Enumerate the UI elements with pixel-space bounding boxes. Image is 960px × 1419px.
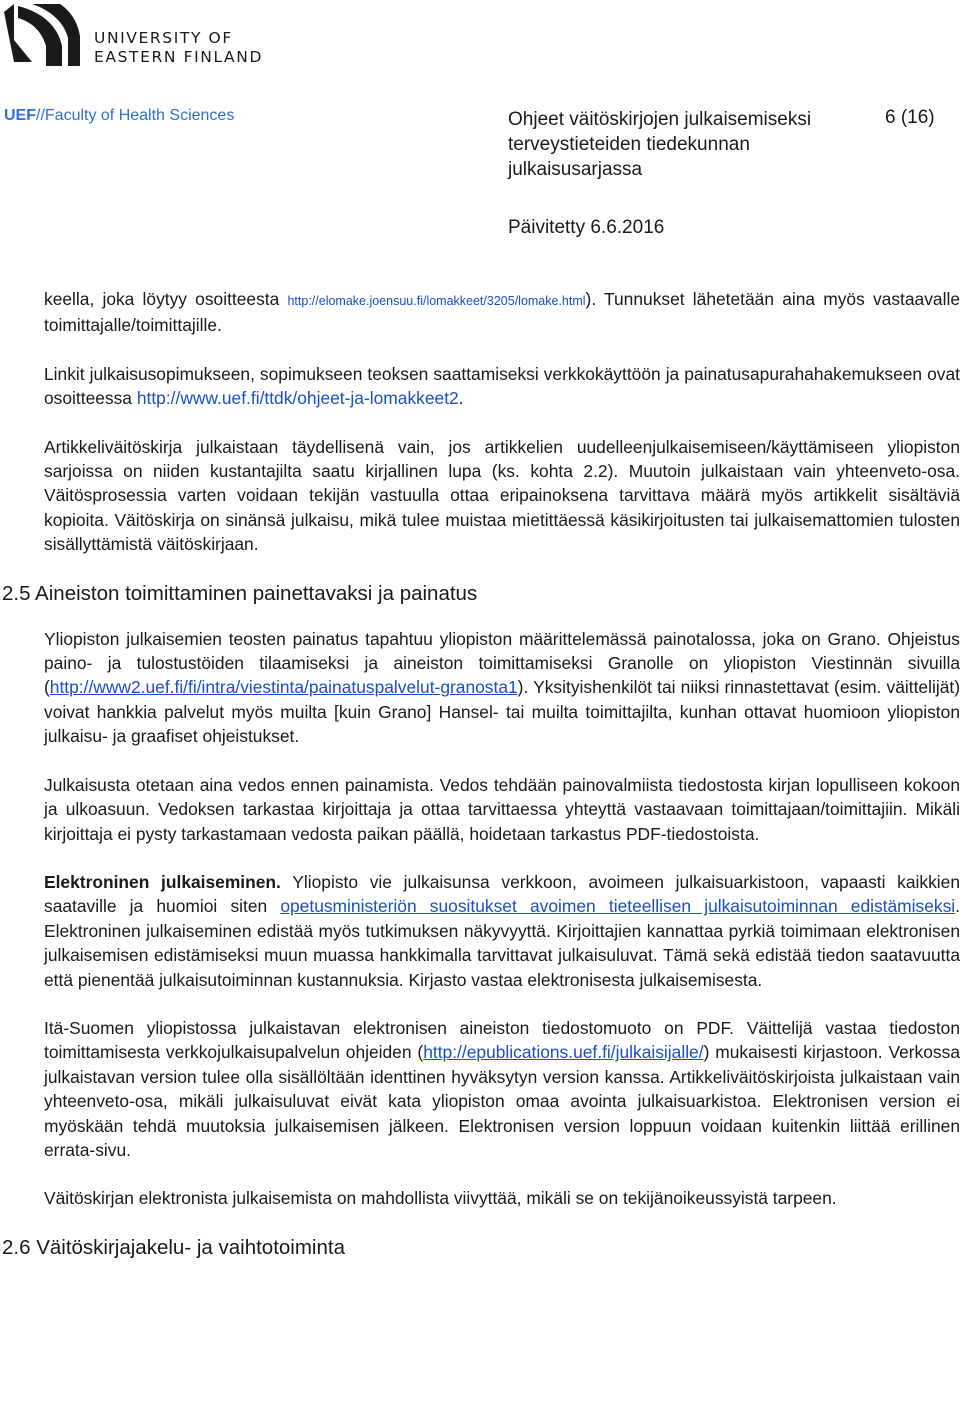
- paragraph-2: [44, 362, 960, 411]
- updated-date: Päivitetty 6.6.2016: [508, 217, 665, 238]
- paragraph-6: [44, 870, 960, 992]
- paragraph-8: Väitöskirjan elektronista julkaisemista on mahdollista viivyttää, mikäli se on tekijänoikeussyistä tarpeen.: [44, 1188, 837, 1209]
- elomake-link[interactable]: http://elomake.joensuu.fi/lomakkeet/3205/lomake.html: [287, 294, 586, 308]
- p7-text-b: ) mukaisesti kirjastoon. Verkossa julkaistavan version tulee olla sisällöltään identtinen hyväksytyn version kanssa. Artikkeliväitöskirjoista julkaistaan vain yhteenveto-osa, mikäli julkaisuluvat eivät kata yliopiston omaa avointa julkaisuarkistoa. Elektronisen version ei myöskään tehdä muutoksia julkaisemisen jälkeen. Elektronisen version loppuun voidaan kuitenkin liittää erillinen errata-sivu.: [44, 1042, 960, 1160]
- paragraph-4: [44, 627, 960, 749]
- page-number: 6 (16): [885, 107, 935, 128]
- section-heading-2-6: 2.6 Väitöskirjajakelu- ja vaihtotoiminta: [2, 1235, 345, 1259]
- p1-text-a: keella, joka löytyy osoitteesta: [44, 289, 288, 309]
- unit-separator: //: [36, 107, 45, 124]
- paragraph-5: Julkaisusta otetaan aina vedos ennen painamista. Vedos tehdään painovalmiista tiedostosta kirjan lopulliseen kokoon ja ulkoasuun. Vedoksen tarkastaa kirjoittaja ja ottaa tarvittaessa yhteyttä vastaavaan toimittajaan/toimittajiin. Mikäli kirjoittaja ei pysty tarkastamaan vedosta paikan päällä, hoidetaan tarkastus PDF-tiedostoista.: [44, 774, 960, 844]
- paragraph-7: [44, 1016, 960, 1162]
- document-body: [2, 287, 960, 1261]
- uef-logo-mark-icon: [2, 2, 84, 70]
- faculty-name: Faculty of Health Sciences: [44, 107, 235, 124]
- p2-text-b: .: [458, 388, 464, 409]
- p4-text-b: ). Yksityishenkilöt tai niiksi rinnastettavat (esim. väittelijät) voivat hankkia palvelut myös muilta [kuin Grano] Hansel- tai muilta toimittajilta, kunhan ottavat huomioon yliopiston julkaisu- ja graafiset ohjeistukset.: [44, 677, 960, 747]
- p4-text-a: Yliopiston julkaisemien teosten painatus tapahtuu yliopiston määrittelemässä painotalossa, joka on Grano. Ohjeistus paino- ja tulostustöiden tilaamiseksi ja aineiston toimittamiseksi Granolle on yliopiston Viestinnän sivuilla (: [44, 628, 960, 698]
- electronic-publishing-label: Elektroninen julkaiseminen.: [44, 871, 281, 892]
- paragraph-3: Artikkeliväitöskirja julkaistaan täydellisenä vain, jos artikkelien uudelleenjulkaisemiseen/käyttämiseen yliopiston sarjoissa on niiden kustantajilta saatu kirjallinen lupa (ks. kohta 2.2). Muutoin julkaistaan vain yhteenveto-osa. Väitösprosessia varten voidaan tekijän vastuulla ottaa eripainoksena tarvittava määrä myös artikkelit sisältäviä kopioita. Väitöskirja on sinänsä julkaisu, mikä tulee muistaa mietittäessä käsikirjoitusten tai julkaisemattomien tulosten sisällyttämistä väitöskirjaan.: [44, 436, 960, 555]
- paragraph-1: [44, 287, 960, 338]
- document-title: Ohjeet väitöskirjojen julkaisemiseksi terveystieteiden tiedekunnan julkaisusarjassa: [508, 109, 812, 180]
- section-heading-2-5: 2.5 Aineiston toimittaminen painettavaksi ja painatus: [2, 581, 478, 605]
- faculty-unit: [4, 107, 234, 125]
- uef-abbrev: UEF: [4, 107, 36, 124]
- epublications-link[interactable]: http://epublications.uef.fi/julkaisijalle/: [423, 1042, 704, 1063]
- p7-text-a: Itä-Suomen yliopistossa julkaistavan elektronisen aineiston tiedostomuoto on PDF. Väittelijä vastaa tiedoston toimittamisesta verkkojulkaisupalvelun ohjeiden (: [44, 1017, 960, 1063]
- p6-text-b: . Elektroninen julkaiseminen edistää myös tutkimuksen näkyvyyttä. Kirjoittajien kannattaa pyrkiä toimimaan elektronisen julkaisemisen edistämiseksi muun muassa hankkimalla tarvittavat julkaisuluvat. Tämä sekä edistää tiedon saatavuutta että pienentää julkaisutoiminnan kustannuksia. Kirjasto vastaa elektronisesta julkaisemisesta.: [44, 896, 960, 990]
- ministry-recommendation-link[interactable]: opetusministeriön suositukset avoimen tieteellisen julkaisutoiminnan edistämiseksi: [280, 896, 956, 917]
- university-logo: [2, 2, 262, 70]
- p2-text-a: Linkit julkaisusopimukseen, sopimukseen teoksen saattamiseksi verkkokäyttöön ja painatusapurahahakemukseen ovat osoitteessa: [44, 363, 960, 409]
- p1-text-b: ). Tunnukset lähetetään aina myös vastaavalle toimittajalle/toimittajille.: [44, 289, 960, 336]
- grano-link[interactable]: http://www2.uef.fi/fi/intra/viestinta/painatuspalvelut-granosta1: [49, 677, 518, 698]
- logo-text-line2: EASTERN FINLAND: [94, 48, 263, 66]
- p6-text-a: Yliopisto vie julkaisunsa verkkoon, avoimeen julkaisuarkistoon, vapaasti kaikkien saataville ja huomioi siten: [44, 871, 960, 917]
- logo-wordmark: [94, 29, 263, 67]
- uef-forms-link[interactable]: http://www.uef.fi/ttdk/ohjeet-ja-lomakkeet2: [136, 388, 459, 409]
- logo-text-line1: UNIVERSITY OF: [94, 29, 233, 47]
